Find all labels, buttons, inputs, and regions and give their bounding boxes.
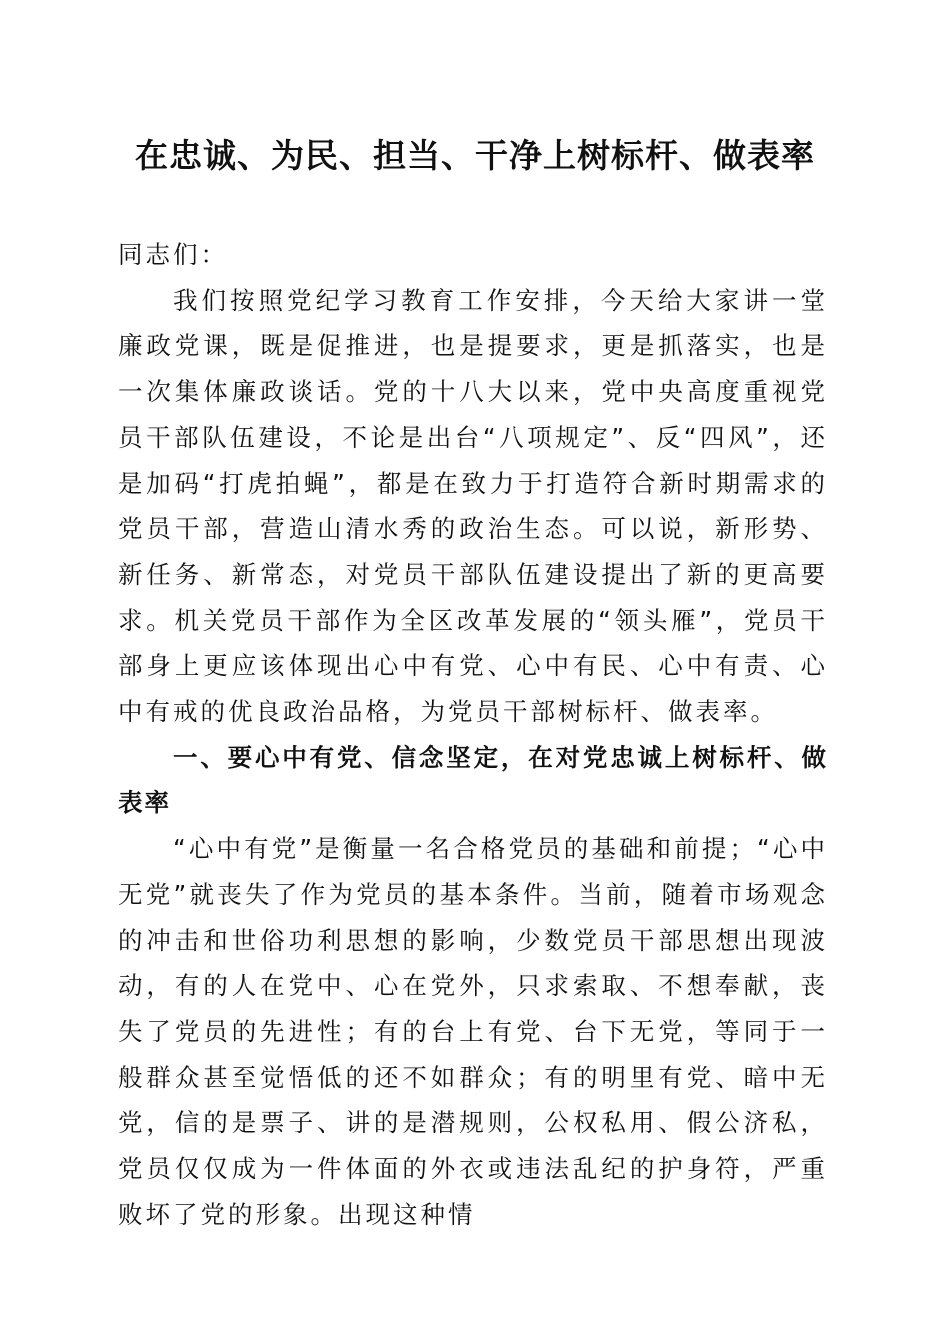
salutation: 同志们： [118,240,228,269]
section-1-paragraph: “心中有党”是衡量一名合格党员的基础和前提；“心中无党”就丧失了作为党员的基本条件。当前，随着市场观念的冲击和世俗功利思想的影响，少数党员干部思想出现波动，有的人在党中、心在党外，只求索取、不想奉献，丧失了党员的先进性；有的台上有党、台下无党，等同于一般群众甚至觉悟低的还不如群众；有的明里有党、暗中无党，信的是票子、讲的是潜规则，公权私用、假公济私，党员仅仅成为一件体面的外衣或违法乱纪的护身符，严重败坏了党的形象。出现这种情 [118,834,828,1229]
document-body [118,232,828,1237]
document-title: 在忠诚、为民、担当、干净上树标杆、做表率 [135,136,815,175]
section-heading-1: 一、要心中有党、信念坚定，在对党忠诚上树标杆、做表率 [118,742,828,818]
intro-paragraph: 我们按照党纪学习教育工作安排，今天给大家讲一堂廉政党课，既是促推进，也是提要求，更是抓落实，也是一次集体廉政谈话。党的十八大以来，党中央高度重视党员干部队伍建设，不论是出台“八项规定”、反“四风”，还是加码“打虎拍蝇”，都是在致力于打造符合新时期需求的党员干部，营造山清水秀的政治生态。可以说，新形势、新任务、新常态，对党员干部队伍建设提出了新的更高要求。机关党员干部作为全区改革发展的“领头雁”，党员干部身上更应该体现出心中有党、心中有民、心中有责、心中有戒的优良政治品格，为党员干部树标杆、做表率。 [118,285,828,727]
